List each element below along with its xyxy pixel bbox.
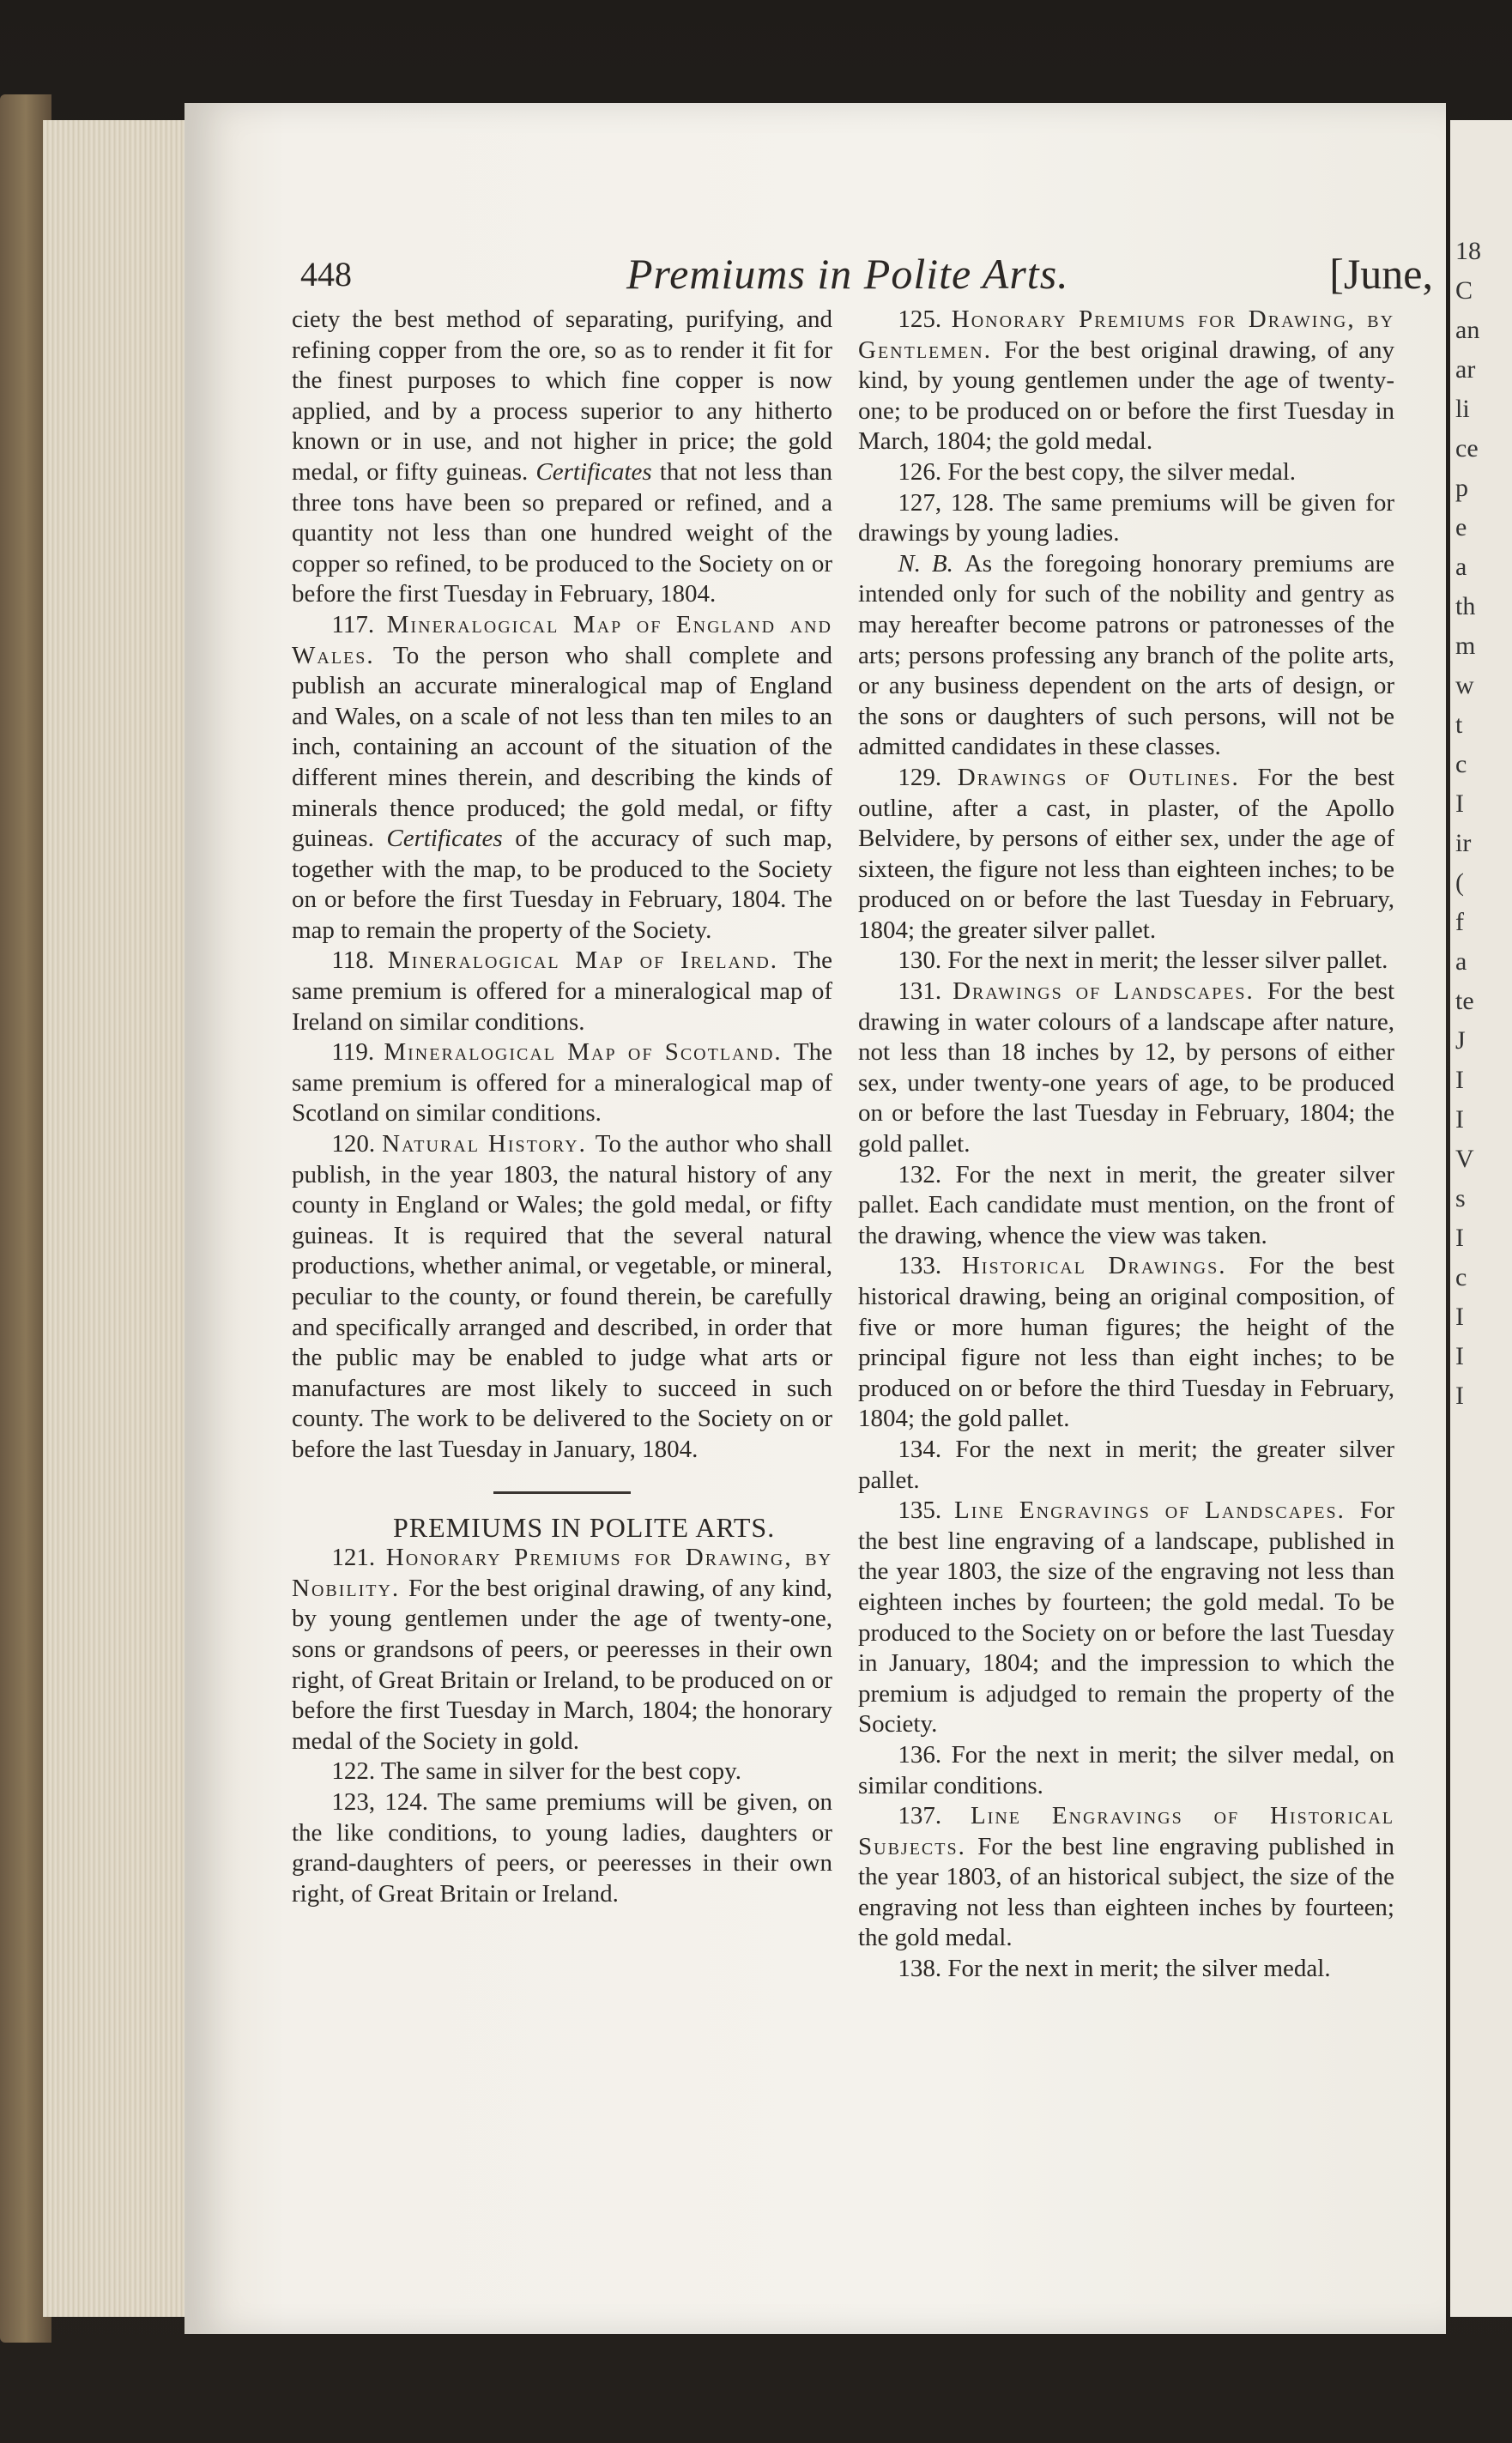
next-page-fragment: th [1455, 592, 1476, 620]
item-text: For the next in merit, the greater silver pallet. Each candidate must mention, on the front of the drawing, whence the view was taken. [858, 1160, 1394, 1249]
item-heading: Drawings of Outlines. [957, 763, 1258, 791]
item-number: 122. [331, 1757, 381, 1786]
item-text: of the accuracy of such map, together with the map, to be produced to the Society on or before the first Tuesday in February, 1804. The map to remain the property of the Society. [292, 825, 832, 944]
next-page-fragment: c [1455, 750, 1467, 778]
next-page-fragment: p [1455, 474, 1468, 502]
next-page-fragment: a [1455, 553, 1467, 581]
item-text: For the best drawing in water colours of a landscape after nature, not less than 18 inches by 12, by persons of either sex, under twenty-one years of age, to be produced on or before the last Tuesday in February, 1804; the gold pallet. [858, 977, 1395, 1158]
item-heading: Mineralogical Map of England and Wales. [292, 610, 832, 669]
item-text: To the author who shall publish, in the year 1803, the natural history of any county in England or Wales; the gold medal, or fifty guineas. It is required that the several natural productions, whether animal, or vegetable, or mineral, peculiar to the county, or found therein, be carefully and specifically arranged and described, in order that the public may be enabled to judge what arts or manufactures are most likely to succeed in such county. The work to be delivered to the Society on or before the last Tuesday in January, 1804. [292, 1130, 832, 1463]
item-number: 134. [898, 1435, 956, 1463]
item-text: For the next in merit; the lesser silver pallet. [947, 946, 1388, 975]
next-page-fragment: I [1455, 1105, 1464, 1134]
page-number: 448 [300, 255, 352, 293]
premium-item [858, 977, 1394, 1160]
item-text: For the best original drawing, of any kind, by young gentlemen under the age of twenty-one; to be produced on or before the first Tuesday in March, 1804; the gold medal. [858, 336, 1394, 456]
item-text: As the foregoing honorary premiums are intended only for such of the nobility and gentry as may hereafter become patrons or patronesses of the arts; persons professing any branch of the polite arts, or any business dependent on the arts of design, or the sons or daughters of such persons, will not be admitted candidates in these classes. [858, 549, 1394, 761]
next-page-fragment: te [1455, 987, 1474, 1015]
next-page-fragment: V [1455, 1145, 1474, 1173]
next-page-fragment: C [1455, 276, 1473, 305]
item-number: 138. [898, 1955, 948, 1983]
item-heading: Mineralogical Map of Ireland. [387, 946, 794, 975]
premium-item [858, 305, 1394, 457]
item-number: 131. [898, 977, 953, 1006]
item-number: N. B. [898, 549, 965, 577]
page-edges [43, 120, 197, 2317]
left-items [292, 610, 832, 1466]
next-page-fragment: w [1455, 671, 1474, 699]
italic-term: Certificates [386, 825, 503, 853]
item-number: 132. [898, 1160, 956, 1188]
next-page-fragment: m [1455, 632, 1476, 660]
next-page-fragment: I [1455, 1224, 1464, 1252]
premium-item [292, 610, 832, 946]
item-number: 119. [331, 1038, 384, 1067]
item-heading: Mineralogical Map of Scotland. [384, 1038, 794, 1067]
item-number: 121. [331, 1544, 386, 1572]
premium-item [292, 1037, 832, 1129]
next-page-fragment: J [1455, 1026, 1466, 1055]
premium-item [292, 1787, 832, 1909]
right-column [858, 305, 1394, 1985]
item-text: The same premium is offered for a mineralogical map of Scotland on similar conditions. [292, 1038, 832, 1128]
item-number: 123, 124. [331, 1787, 438, 1816]
next-page-fragment: ( [1455, 868, 1464, 897]
running-head [300, 249, 1433, 300]
next-page-fragment: I [1455, 1342, 1464, 1370]
item-text: For the best outline, after a cast, in plaster, of the Apollo Belvidere, by persons of either sex, under the age of sixteen, the figure not less than eighteen inches; to be produced on or before the last Tuesday in February, 1804; the greater silver pallet. [858, 763, 1394, 944]
premium-item [858, 1954, 1394, 1985]
item-heading: Natural History. [382, 1130, 596, 1158]
left-items-polite-arts [292, 1543, 832, 1909]
item-text: For the best line engraving published in the year 1803, of an historical subject, the size of the engraving not less than eighteen inches by fourteen; the gold medal. [858, 1832, 1394, 1952]
left-column [292, 305, 832, 1909]
item-number: 129. [898, 763, 958, 791]
item-text: To the person who shall complete and publish an accurate mineralogical map of England and Wales, on a scale of not less than ten miles to an inch, containing an account of the situation of the different mines therein, and describing the kinds of minerals thence produced; the gold medal, or fifty guineas. [292, 641, 833, 853]
next-page-fragment: I [1455, 1382, 1464, 1410]
item-text: For the best original drawing, of any kind, by young gentlemen under the age of twenty-one, sons or grandsons of peers, or peeresses in their own right, of Great Britain or Ireland, to be produced on or before the first Tuesday in March, 1804; the honorary medal of the Society in gold. [292, 1574, 832, 1755]
next-page-fragment: ce [1455, 434, 1479, 463]
premium-item [292, 946, 832, 1037]
next-page-fragment: 18 [1455, 237, 1481, 265]
item-heading: Line Engravings of Landscapes. [954, 1497, 1360, 1525]
item-number: 117. [331, 610, 387, 638]
premium-item [858, 1801, 1394, 1954]
next-page-fragment: c [1455, 1263, 1467, 1291]
premium-item [858, 763, 1394, 946]
item-heading: Honorary Premiums for Drawing, by Nobility. [292, 1544, 833, 1602]
premium-item [858, 1160, 1394, 1252]
premium-item [292, 1757, 832, 1787]
section-divider [493, 1491, 631, 1494]
item-number: 133. [898, 1252, 962, 1280]
item-number: 127, 128. [898, 488, 1003, 517]
item-text: For the best historical drawing, being an original composition, of five or more human figures; the height of the principal figure not less than eight inches; to be produced on or before the third Tuesday in February, 1804; the gold pallet. [858, 1252, 1395, 1433]
italic-term: Certificates [535, 457, 652, 486]
item-number: 130. [898, 946, 948, 975]
item-text: The same premiums will be given, on the like conditions, to young ladies, daughters or grand-daughters of peers, or peeresses in their own right, of Great Britain or Ireland. [292, 1787, 832, 1908]
premium-item [858, 488, 1394, 549]
premium-item [858, 1251, 1394, 1435]
next-page-fragment: an [1455, 316, 1480, 344]
section-title: PREMIUMS IN POLITE ARTS. [392, 1511, 776, 1543]
premium-item [292, 1129, 832, 1466]
item-heading: Honorary Premiums for Drawing, by Gentlemen. [858, 305, 1395, 364]
next-page-fragment: e [1455, 513, 1467, 541]
next-page-sliver [1450, 120, 1512, 2317]
item-number: 126. [898, 457, 948, 486]
item-text: The same in silver for the best copy. [380, 1757, 741, 1786]
next-page-fragment: f [1455, 908, 1464, 936]
running-title: Premiums in Polite Arts. [626, 250, 1069, 298]
running-date: [June, [1329, 250, 1433, 298]
item-text: For the next in merit; the greater silver pallet. [858, 1435, 1394, 1494]
next-page-fragment: I [1455, 789, 1464, 818]
item-heading: Drawings of Landscapes. [953, 977, 1267, 1006]
next-page-fragment: a [1455, 947, 1467, 976]
item-heading: Historical Drawings. [961, 1252, 1249, 1280]
item-number: 137. [898, 1802, 971, 1830]
right-items [858, 305, 1394, 1985]
item-number: 118. [331, 946, 388, 975]
item-text: For the next in merit; the silver medal, on similar conditions. [858, 1740, 1394, 1799]
premium-item [858, 1740, 1394, 1801]
premium-item [858, 946, 1394, 977]
next-page-fragment: s [1455, 1184, 1466, 1212]
item-number: 136. [898, 1740, 952, 1769]
next-page-fragment: ar [1455, 355, 1476, 384]
item-number: 135. [898, 1497, 955, 1525]
item-number: 120. [331, 1130, 383, 1158]
next-page-fragment: ir [1455, 829, 1472, 857]
item-heading: Line Engravings of Historical Subjects. [858, 1802, 1394, 1860]
paragraph-text: ciety the best method of separating, purifying, and refining copper from the ore, so as to render it fit for the finest purposes to which fine copper is now applied, and by a process superior to any hitherto known or in use, and not higher in price; the gold medal, or fifty guineas. [292, 305, 832, 486]
item-number: 125. [898, 305, 952, 333]
premium-item [858, 549, 1394, 763]
premium-item [858, 1435, 1394, 1496]
paragraph-continuation [292, 305, 832, 610]
item-text: For the best line engraving of a landscape, published in the year 1803, the size of the engraving not less than eighteen inches by fourteen; the gold medal. To be produced to the Society on or before the last Tuesday in January, 1804; and the impression to which the premium is adjudged to remain the property of the Society. [858, 1497, 1394, 1739]
premium-item [858, 1496, 1394, 1740]
item-text: For the best copy, the silver medal. [947, 457, 1297, 486]
premium-item [858, 457, 1394, 488]
next-page-fragment: t [1455, 711, 1463, 739]
item-text: The same premium is offered for a mineralogical map of Ireland on similar conditions. [292, 946, 832, 1036]
item-text: For the next in merit; the silver medal. [947, 1955, 1331, 1983]
next-page-fragment: I [1455, 1303, 1464, 1331]
paragraph-text: that not less than three tons have been so prepared or refined, and a quantity not less than one hundred weight of the copper so refined, to be produced to the Society on or before the first Tuesday in February, 1804. [292, 457, 833, 608]
premium-item [292, 1543, 832, 1757]
next-page-fragment: li [1455, 395, 1470, 423]
next-page-fragment: I [1455, 1066, 1464, 1094]
item-text: The same premiums will be given for drawings by young ladies. [858, 488, 1394, 547]
